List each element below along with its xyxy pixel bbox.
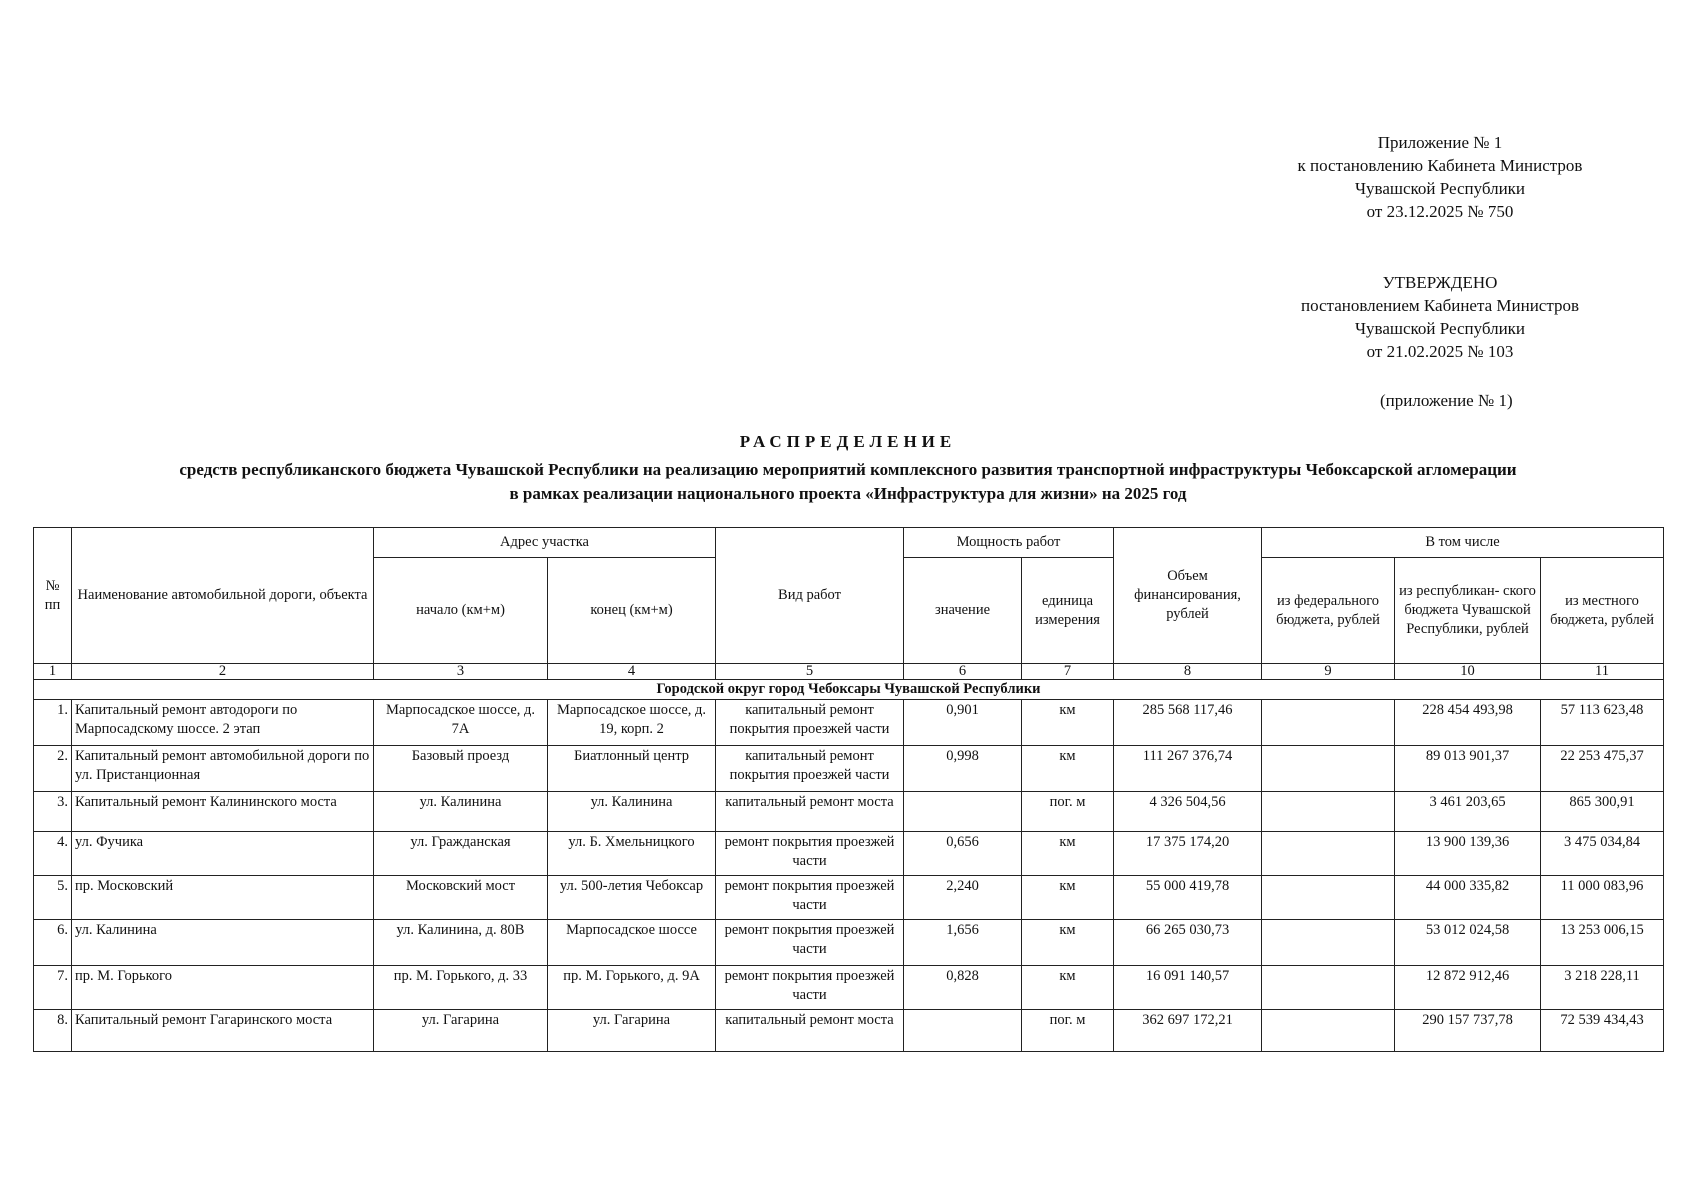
- header-work-type: Вид работ: [716, 528, 904, 664]
- table-row: [34, 832, 1664, 876]
- row-number: 8.: [34, 1010, 72, 1052]
- approval-line-2: постановлением Кабинета Министров: [1300, 296, 1580, 315]
- funding-federal: [1262, 700, 1395, 746]
- funding-republic: 228 454 493,98: [1395, 700, 1541, 746]
- column-number: 10: [1395, 664, 1541, 680]
- row-number: 5.: [34, 876, 72, 920]
- funding-local: 3 218 228,11: [1541, 966, 1664, 1010]
- funding-local: 72 539 434,43: [1541, 1010, 1664, 1052]
- funding-local: 22 253 475,37: [1541, 746, 1664, 792]
- row-number: 6.: [34, 920, 72, 966]
- address-end: Марпосадское шоссе, д. 19, корп. 2: [548, 700, 716, 746]
- funding-federal: [1262, 876, 1395, 920]
- approval-line-4: от 21.02.2025 № 103: [1366, 342, 1514, 361]
- address-start: Марпосадское шоссе, д. 7А: [374, 700, 548, 746]
- funding-republic: 44 000 335,82: [1395, 876, 1541, 920]
- work-type: капитальный ремонт покрытия проезжей части: [716, 746, 904, 792]
- funding-local: 57 113 623,48: [1541, 700, 1664, 746]
- address-end: ул. 500-летия Чебоксар: [548, 876, 716, 920]
- work-type: ремонт покрытия проезжей части: [716, 966, 904, 1010]
- capacity-unit: км: [1022, 920, 1114, 966]
- header-address: Адрес участка: [374, 528, 716, 558]
- address-end: ул. Калинина: [548, 792, 716, 832]
- approval-line-3: Чувашской Республики: [1354, 319, 1526, 338]
- address-start: ул. Калинина, д. 80В: [374, 920, 548, 966]
- road-name: ул. Фучика: [72, 832, 374, 876]
- header-federal: из федерального бюджета, рублей: [1262, 558, 1395, 664]
- row-number: 1.: [34, 700, 72, 746]
- header-name: Наименование автомобильной дороги, объекта: [72, 528, 374, 664]
- address-end: пр. М. Горького, д. 9А: [548, 966, 716, 1010]
- column-number: 9: [1262, 664, 1395, 680]
- annex-reference: (приложение № 1): [1380, 391, 1513, 410]
- capacity-value: 0,998: [904, 746, 1022, 792]
- row-number: 2.: [34, 746, 72, 792]
- capacity-value: 0,901: [904, 700, 1022, 746]
- column-numbers-row: [34, 664, 1664, 680]
- funding-federal: [1262, 832, 1395, 876]
- address-start: ул. Калинина: [374, 792, 548, 832]
- funding-total: 17 375 174,20: [1114, 832, 1262, 876]
- subtitle-line-1: средств республиканского бюджета Чувашской Республики на реализацию мероприятий комплексного развития транспортной инфраструктуры Чебоксарской агломерации: [179, 460, 1517, 479]
- funding-republic: 53 012 024,58: [1395, 920, 1541, 966]
- funding-local: 13 253 006,15: [1541, 920, 1664, 966]
- address-end: ул. Б. Хмельницкого: [548, 832, 716, 876]
- column-number: 1: [34, 664, 72, 680]
- table-row: [34, 792, 1664, 832]
- annex-line-3: Чувашской Республики: [1354, 179, 1526, 198]
- capacity-unit: км: [1022, 746, 1114, 792]
- funding-republic: 290 157 737,78: [1395, 1010, 1541, 1052]
- funding-total: 362 697 172,21: [1114, 1010, 1262, 1052]
- work-type: капитальный ремонт покрытия проезжей части: [716, 700, 904, 746]
- work-type: ремонт покрытия проезжей части: [716, 920, 904, 966]
- funding-total: 55 000 419,78: [1114, 876, 1262, 920]
- table-row: [34, 966, 1664, 1010]
- funding-federal: [1262, 792, 1395, 832]
- subtitle-line-2: в рамках реализации национального проекта «Инфраструктура для жизни» на 2025 год: [509, 484, 1187, 503]
- header-end: конец (км+м): [548, 558, 716, 664]
- column-number: 2: [72, 664, 374, 680]
- address-start: пр. М. Горького, д. 33: [374, 966, 548, 1010]
- address-end: Биатлонный центр: [548, 746, 716, 792]
- funding-federal: [1262, 920, 1395, 966]
- header-funding: Объем финансирования, рублей: [1114, 528, 1262, 664]
- capacity-unit: км: [1022, 832, 1114, 876]
- header-value: значение: [904, 558, 1022, 664]
- road-name: Капитальный ремонт Гагаринского моста: [72, 1010, 374, 1052]
- road-name: пр. Московский: [72, 876, 374, 920]
- capacity-value: 0,828: [904, 966, 1022, 1010]
- header-unit: единица измерения: [1022, 558, 1114, 664]
- funding-republic: 89 013 901,37: [1395, 746, 1541, 792]
- capacity-value: [904, 792, 1022, 832]
- work-type: ремонт покрытия проезжей части: [716, 876, 904, 920]
- funding-federal: [1262, 746, 1395, 792]
- funding-federal: [1262, 1010, 1395, 1052]
- work-type: ремонт покрытия проезжей части: [716, 832, 904, 876]
- column-number: 6: [904, 664, 1022, 680]
- document-title: РАСПРЕДЕЛЕНИЕ: [739, 432, 957, 451]
- address-end: Марпосадское шоссе: [548, 920, 716, 966]
- funding-republic: 12 872 912,46: [1395, 966, 1541, 1010]
- road-name: ул. Калинина: [72, 920, 374, 966]
- document-subtitle: [0, 458, 1696, 506]
- header-capacity: Мощность работ: [904, 528, 1114, 558]
- funding-total: 66 265 030,73: [1114, 920, 1262, 966]
- road-name: Капитальный ремонт автомобильной дороги по ул. Пристанционная: [72, 746, 374, 792]
- column-number: 3: [374, 664, 548, 680]
- funding-federal: [1262, 966, 1395, 1010]
- header-start: начало (км+м): [374, 558, 548, 664]
- capacity-value: 2,240: [904, 876, 1022, 920]
- header-including: В том числе: [1262, 528, 1664, 558]
- capacity-unit: пог. м: [1022, 792, 1114, 832]
- work-type: капитальный ремонт моста: [716, 1010, 904, 1052]
- approval-line-1: УТВЕРЖДЕНО: [1382, 273, 1498, 292]
- road-name: Капитальный ремонт автодороги по Марпосадскому шоссе. 2 этап: [72, 700, 374, 746]
- funding-local: 3 475 034,84: [1541, 832, 1664, 876]
- annex-block: [1270, 131, 1610, 223]
- table-row: [34, 920, 1664, 966]
- column-number: 5: [716, 664, 904, 680]
- distribution-table: [33, 527, 1664, 1052]
- header-republic: из республикан- ского бюджета Чувашской Республики, рублей: [1395, 558, 1541, 664]
- annex-line-2: к постановлению Кабинета Министров: [1297, 156, 1583, 175]
- address-end: ул. Гагарина: [548, 1010, 716, 1052]
- capacity-unit: км: [1022, 700, 1114, 746]
- header-local: из местного бюджета, рублей: [1541, 558, 1664, 664]
- road-name: пр. М. Горького: [72, 966, 374, 1010]
- capacity-unit: км: [1022, 876, 1114, 920]
- funding-local: 865 300,91: [1541, 792, 1664, 832]
- road-name: Капитальный ремонт Калининского моста: [72, 792, 374, 832]
- table-row: [34, 700, 1664, 746]
- section-title: Городской округ город Чебоксары Чувашской Республики: [34, 680, 1664, 700]
- address-start: ул. Гагарина: [374, 1010, 548, 1052]
- column-number: 11: [1541, 664, 1664, 680]
- address-start: Московский мост: [374, 876, 548, 920]
- column-number: 8: [1114, 664, 1262, 680]
- column-number: 4: [548, 664, 716, 680]
- address-start: Базовый проезд: [374, 746, 548, 792]
- work-type: капитальный ремонт моста: [716, 792, 904, 832]
- capacity-unit: км: [1022, 966, 1114, 1010]
- funding-republic: 3 461 203,65: [1395, 792, 1541, 832]
- funding-local: 11 000 083,96: [1541, 876, 1664, 920]
- approval-block: [1270, 271, 1610, 363]
- table-row: [34, 876, 1664, 920]
- annex-line-4: от 23.12.2025 № 750: [1366, 202, 1514, 221]
- funding-republic: 13 900 139,36: [1395, 832, 1541, 876]
- table-row: [34, 746, 1664, 792]
- annex-line-1: Приложение № 1: [1377, 133, 1503, 152]
- funding-total: 4 326 504,56: [1114, 792, 1262, 832]
- table-row: [34, 1010, 1664, 1052]
- funding-total: 285 568 117,46: [1114, 700, 1262, 746]
- address-start: ул. Гражданская: [374, 832, 548, 876]
- funding-total: 111 267 376,74: [1114, 746, 1262, 792]
- column-number: 7: [1022, 664, 1114, 680]
- row-number: 4.: [34, 832, 72, 876]
- row-number: 3.: [34, 792, 72, 832]
- header-num: № пп: [34, 528, 72, 664]
- capacity-value: 1,656: [904, 920, 1022, 966]
- funding-total: 16 091 140,57: [1114, 966, 1262, 1010]
- capacity-value: 0,656: [904, 832, 1022, 876]
- row-number: 7.: [34, 966, 72, 1010]
- capacity-value: [904, 1010, 1022, 1052]
- capacity-unit: пог. м: [1022, 1010, 1114, 1052]
